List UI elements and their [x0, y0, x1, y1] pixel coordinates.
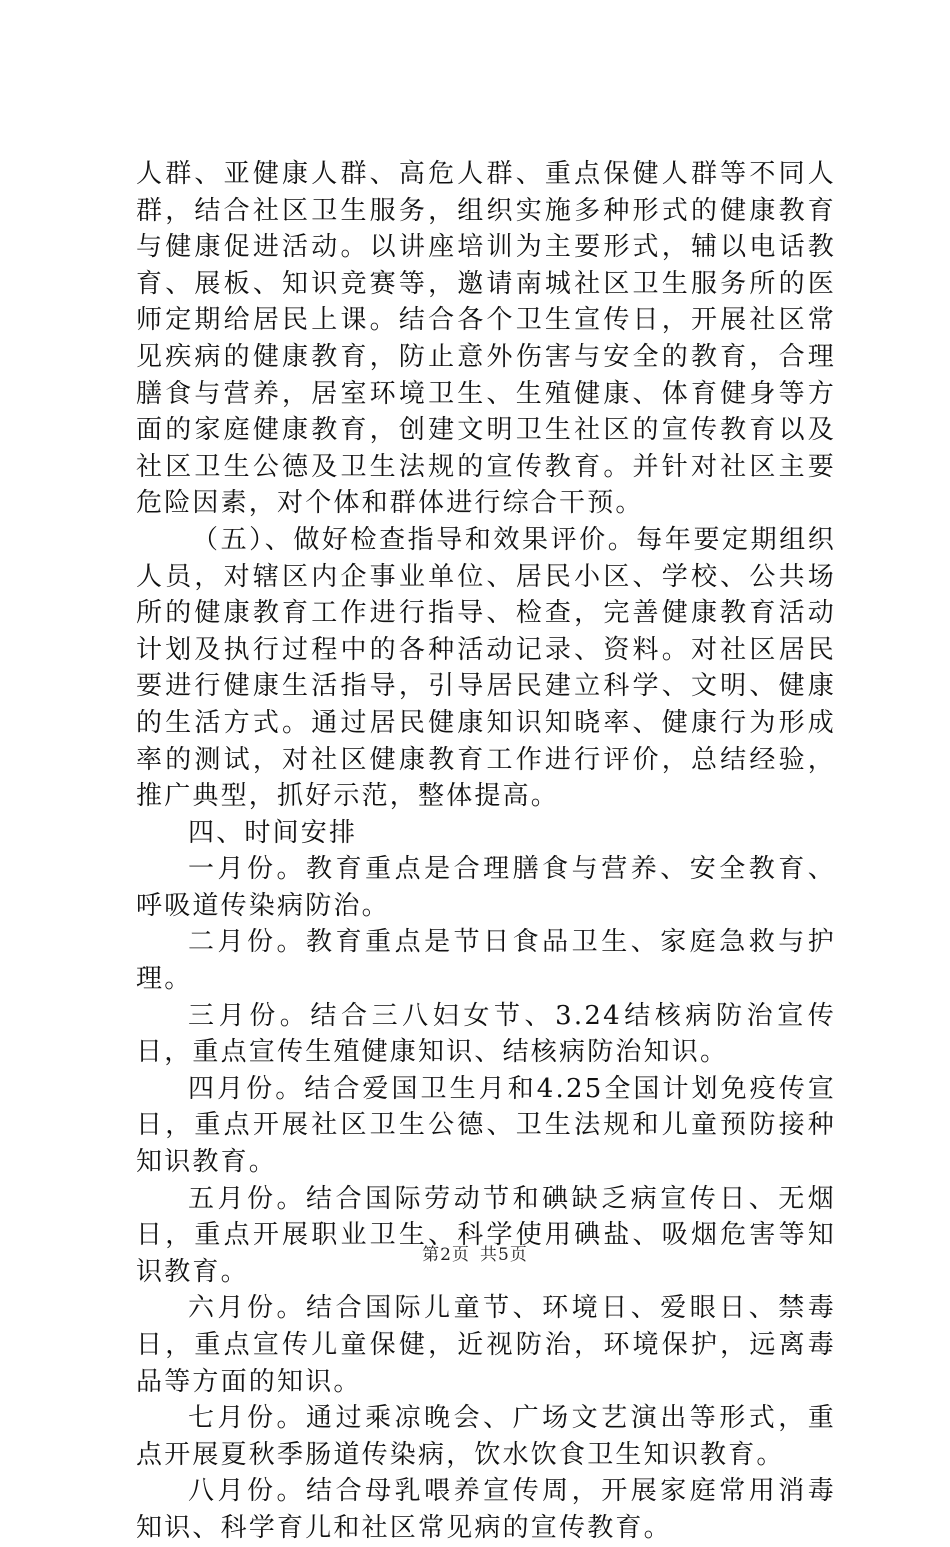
paragraph-june: 六月份。结合国际儿童节、环境日、爱眼日、禁毒日，重点宣传儿童保健，近视防治，环境保护，远离毒品等方面的知识。 — [136, 1293, 836, 1397]
document-body — [136, 156, 836, 1547]
paragraph-april: 四月份。结合爱国卫生月和4.25全国计划免疫传宣日，重点开展社区卫生公德、卫生法规和儿童预防接种知识教育。 — [136, 1073, 836, 1178]
paragraph-august: 八月份。结合母乳喂养宣传周，开展家庭常用消毒知识、科学育儿和社区常见病的宣传教育。 — [136, 1476, 836, 1543]
page-footer — [0, 1240, 950, 1265]
paragraph-january: 一月份。教育重点是合理膳食与营养、安全教育、呼吸道传染病防治。 — [136, 854, 836, 921]
paragraph-may: 五月份。结合国际劳动节和碘缺乏病宣传日、无烟日，重点开展职业卫生、科学使用碘盐、吸烟危害等知识教育。 — [136, 1183, 836, 1287]
paragraph-july: 七月份。通过乘凉晚会、广场文艺演出等形式，重点开展夏秋季肠道传染病，饮水饮食卫生知识教育。 — [136, 1403, 836, 1470]
paragraph-continued: 人群、亚健康人群、高危人群、重点保健人群等不同人群，结合社区卫生服务，组织实施多种形式的健康教育与健康促进活动。以讲座培训为主要形式，辅以电话教育、展板、知识竞赛等，邀请南城社区卫生服务所的医师定期给居民上课。结合各个卫生宣传日，开展社区常见疾病的健康教育，防止意外伤害与安全的教育，合理膳食与营养，居室环境卫生、生殖健康、体育健身等方面的家庭健康教育，创建文明卫生社区的宣传教育以及社区卫生公德及卫生法规的宣传教育。并针对社区主要危险因素，对个体和群体进行综合干预。 — [136, 159, 836, 519]
paragraph-section-five: （五）、做好检查指导和效果评价。每年要定期组织人员，对辖区内企事业单位、居民小区、学校、公共场所的健康教育工作进行指导、检查，完善健康教育活动计划及执行过程中的各种活动记录、资料。对社区居民要进行健康生活指导，引导居民建立科学、文明、健康的生活方式。通过居民健康知识知晓率、健康行为形成率的测试，对社区健康教育工作进行评价，总结经验，推广典型，抓好示范，整体提高。 — [136, 524, 836, 812]
page-total: 共5页 — [480, 1245, 528, 1265]
paragraph-february: 二月份。教育重点是节日食品卫生、家庭急救与护理。 — [136, 927, 836, 995]
paragraph-march: 三月份。结合三八妇女节、3.24结核病防治宣传日，重点宣传生殖健康知识、结核病防治知识。 — [136, 1000, 836, 1068]
section-heading-schedule: 四、时间安排 — [188, 817, 358, 848]
page-number: 第2页 — [422, 1245, 470, 1265]
